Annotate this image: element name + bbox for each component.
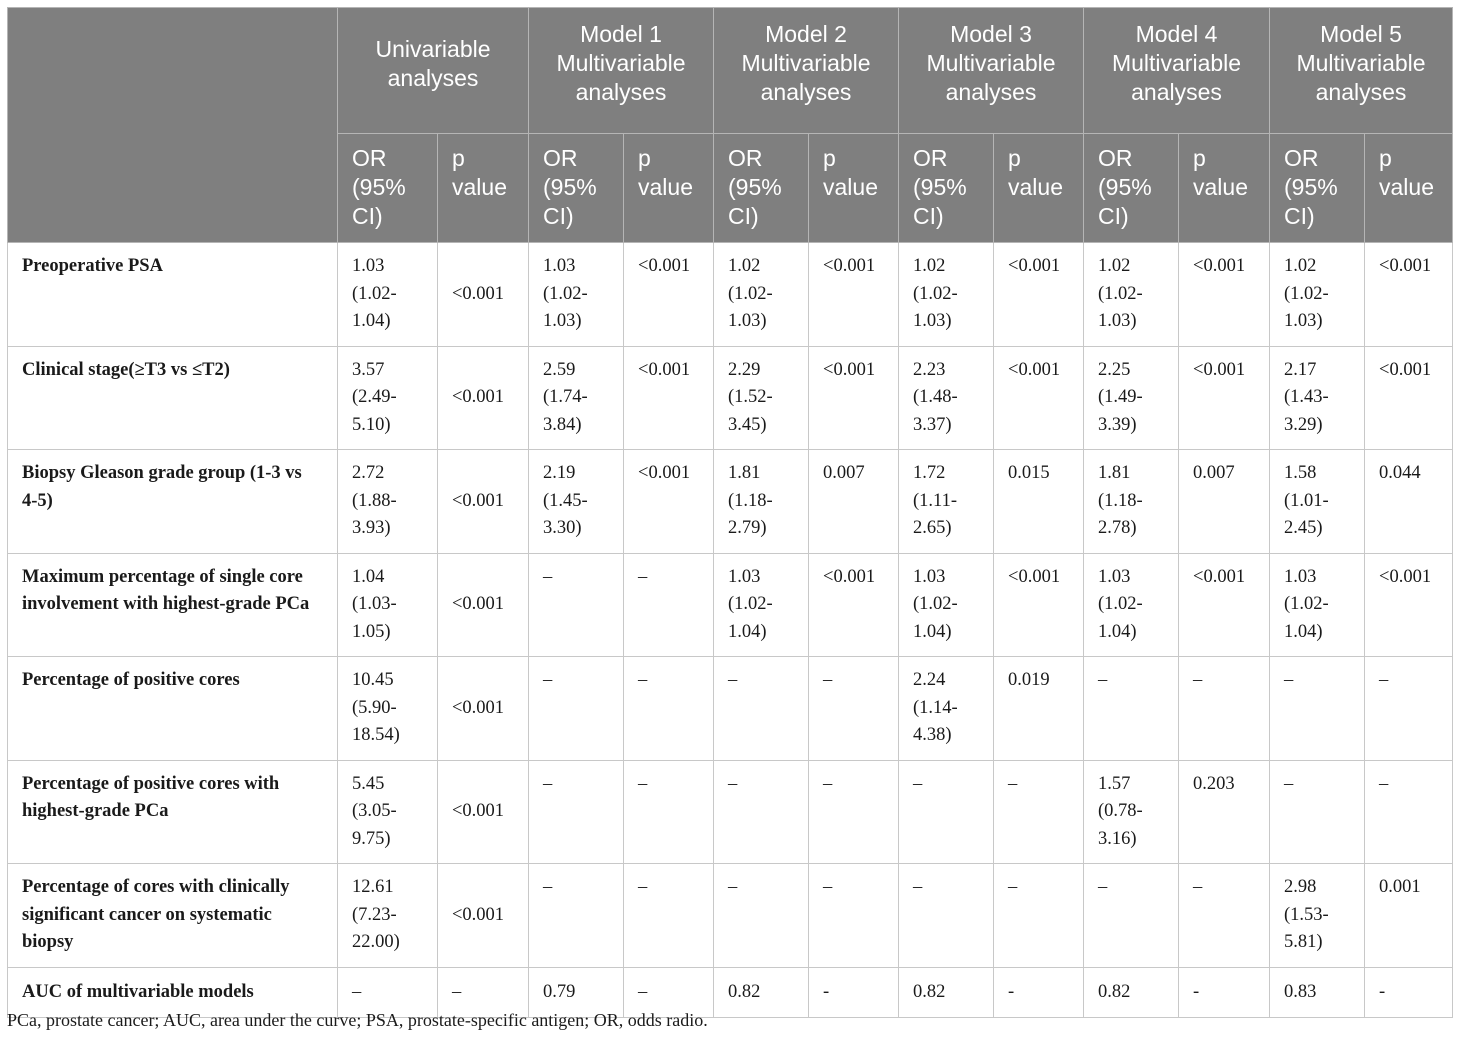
cell: – — [529, 657, 624, 761]
table-row — [8, 864, 1453, 968]
cell: <0.001 — [1179, 553, 1270, 657]
header-model-2: Model 2 Multivariable analyses — [714, 8, 899, 134]
header-univariable: Univariable analyses — [338, 8, 529, 134]
cell: 0.015 — [994, 450, 1084, 554]
table-row — [8, 346, 1453, 450]
cell: <0.001 — [809, 553, 899, 657]
cell: – — [1084, 657, 1179, 761]
cell: 2.23 (1.48-3.37) — [899, 346, 994, 450]
cell: 0.83 — [1270, 967, 1365, 1018]
header-model-3: Model 3 Multivariable analyses — [899, 8, 1084, 134]
cell: 0.044 — [1365, 450, 1453, 554]
cell: 1.03 (1.02-1.04) — [1270, 553, 1365, 657]
cell: <0.001 — [438, 760, 529, 864]
cell: 2.59 (1.74-3.84) — [529, 346, 624, 450]
cell: – — [714, 760, 809, 864]
cell: <0.001 — [809, 346, 899, 450]
cell: 2.72 (1.88-3.93) — [338, 450, 438, 554]
cell: - — [994, 967, 1084, 1018]
cell: – — [1084, 864, 1179, 968]
cell: <0.001 — [1179, 346, 1270, 450]
table-row — [8, 760, 1453, 864]
header-or: OR (95% CI) — [714, 134, 809, 243]
header-or: OR (95% CI) — [1084, 134, 1179, 243]
cell: <0.001 — [1365, 346, 1453, 450]
cell: <0.001 — [438, 450, 529, 554]
cell: – — [529, 864, 624, 968]
cell: – — [1179, 864, 1270, 968]
cell: – — [994, 760, 1084, 864]
table-footnote: PCa, prostate cancer; AUC, area under the curve; PSA, prostate-specific antigen; OR, odds radio. — [7, 1010, 708, 1030]
cell: 2.19 (1.45-3.30) — [529, 450, 624, 554]
cell: – — [1179, 657, 1270, 761]
cell: <0.001 — [809, 243, 899, 347]
cell: 1.02 (1.02-1.03) — [714, 243, 809, 347]
cell: – — [624, 760, 714, 864]
cell: 2.98 (1.53-5.81) — [1270, 864, 1365, 968]
cell: 3.57 (2.49-5.10) — [338, 346, 438, 450]
header-or: OR (95% CI) — [1270, 134, 1365, 243]
row-label: Preoperative PSA — [8, 243, 338, 347]
cell: <0.001 — [1179, 243, 1270, 347]
cell: – — [714, 657, 809, 761]
cell: – — [1270, 760, 1365, 864]
cell: – — [994, 864, 1084, 968]
row-label: Percentage of cores with clinically significant cancer on systematic biopsy — [8, 864, 338, 968]
cell: 1.03 (1.02-1.04) — [1084, 553, 1179, 657]
header-p: p value — [1365, 134, 1453, 243]
cell: 1.02 (1.02-1.03) — [1084, 243, 1179, 347]
cell: – — [529, 760, 624, 864]
header-model-5: Model 5 Multivariable analyses — [1270, 8, 1453, 134]
cell: 1.02 (1.02-1.03) — [899, 243, 994, 347]
row-label: Percentage of positive cores with highest-grade PCa — [8, 760, 338, 864]
cell: – — [1270, 657, 1365, 761]
cell: <0.001 — [624, 346, 714, 450]
results-table — [7, 7, 1453, 1018]
row-label: Maximum percentage of single core involvement with highest-grade PCa — [8, 553, 338, 657]
cell: 10.45 (5.90-18.54) — [338, 657, 438, 761]
cell: 0.007 — [1179, 450, 1270, 554]
cell: <0.001 — [1365, 553, 1453, 657]
cell: 0.203 — [1179, 760, 1270, 864]
cell: – — [338, 967, 438, 1018]
cell: <0.001 — [994, 243, 1084, 347]
cell: – — [624, 553, 714, 657]
cell: 1.81 (1.18-2.79) — [714, 450, 809, 554]
cell: – — [1365, 760, 1453, 864]
cell: - — [1365, 967, 1453, 1018]
header-row-groups — [8, 8, 1453, 134]
cell: – — [809, 760, 899, 864]
cell: 1.03 (1.02-1.03) — [529, 243, 624, 347]
cell: <0.001 — [994, 553, 1084, 657]
cell: – — [1365, 657, 1453, 761]
cell: - — [809, 967, 899, 1018]
cell: – — [624, 657, 714, 761]
cell: 12.61 (7.23-22.00) — [338, 864, 438, 968]
cell: - — [1179, 967, 1270, 1018]
cell: – — [438, 967, 529, 1018]
header-model-1: Model 1 Multivariable analyses — [529, 8, 714, 134]
row-label: Clinical stage(≥T3 vs ≤T2) — [8, 346, 338, 450]
header-p: p value — [994, 134, 1084, 243]
cell: 1.03 (1.02-1.04) — [338, 243, 438, 347]
cell: – — [809, 657, 899, 761]
cell: 1.03 (1.02-1.04) — [899, 553, 994, 657]
cell: – — [529, 553, 624, 657]
cell: 5.45 (3.05-9.75) — [338, 760, 438, 864]
header-or: OR (95% CI) — [338, 134, 438, 243]
row-label: AUC of multivariable models — [8, 967, 338, 1018]
cell: – — [624, 967, 714, 1018]
header-p: p value — [809, 134, 899, 243]
header-or: OR (95% CI) — [899, 134, 994, 243]
cell: <0.001 — [438, 657, 529, 761]
cell: <0.001 — [438, 864, 529, 968]
row-label: Biopsy Gleason grade group (1-3 vs 4-5) — [8, 450, 338, 554]
table-row — [8, 243, 1453, 347]
cell: 1.03 (1.02-1.04) — [714, 553, 809, 657]
cell: – — [714, 864, 809, 968]
cell: 1.57 (0.78-3.16) — [1084, 760, 1179, 864]
cell: 2.17 (1.43-3.29) — [1270, 346, 1365, 450]
cell: – — [809, 864, 899, 968]
cell: <0.001 — [994, 346, 1084, 450]
cell: 0.82 — [899, 967, 994, 1018]
cell: 1.81 (1.18-2.78) — [1084, 450, 1179, 554]
cell: 2.24 (1.14-4.38) — [899, 657, 994, 761]
cell: – — [624, 864, 714, 968]
cell: <0.001 — [438, 553, 529, 657]
cell: 2.29 (1.52-3.45) — [714, 346, 809, 450]
cell: – — [899, 760, 994, 864]
cell: <0.001 — [438, 243, 529, 347]
cell: – — [899, 864, 994, 968]
header-or: OR (95% CI) — [529, 134, 624, 243]
cell: <0.001 — [624, 450, 714, 554]
cell: 1.58 (1.01-2.45) — [1270, 450, 1365, 554]
header-p: p value — [624, 134, 714, 243]
header-model-4: Model 4 Multivariable analyses — [1084, 8, 1270, 134]
table-row — [8, 657, 1453, 761]
cell: 0.82 — [714, 967, 809, 1018]
cell: <0.001 — [438, 346, 529, 450]
cell: <0.001 — [1365, 243, 1453, 347]
cell: <0.001 — [624, 243, 714, 347]
cell: 0.019 — [994, 657, 1084, 761]
cell: 0.001 — [1365, 864, 1453, 968]
header-p: p value — [438, 134, 529, 243]
header-corner — [8, 8, 338, 243]
cell: 0.82 — [1084, 967, 1179, 1018]
cell: 1.04 (1.03-1.05) — [338, 553, 438, 657]
cell: 1.72 (1.11-2.65) — [899, 450, 994, 554]
table-row — [8, 450, 1453, 554]
header-p: p value — [1179, 134, 1270, 243]
cell: 2.25 (1.49-3.39) — [1084, 346, 1179, 450]
cell: 0.79 — [529, 967, 624, 1018]
table-row — [8, 553, 1453, 657]
cell: 0.007 — [809, 450, 899, 554]
row-label: Percentage of positive cores — [8, 657, 338, 761]
cell: 1.02 (1.02-1.03) — [1270, 243, 1365, 347]
